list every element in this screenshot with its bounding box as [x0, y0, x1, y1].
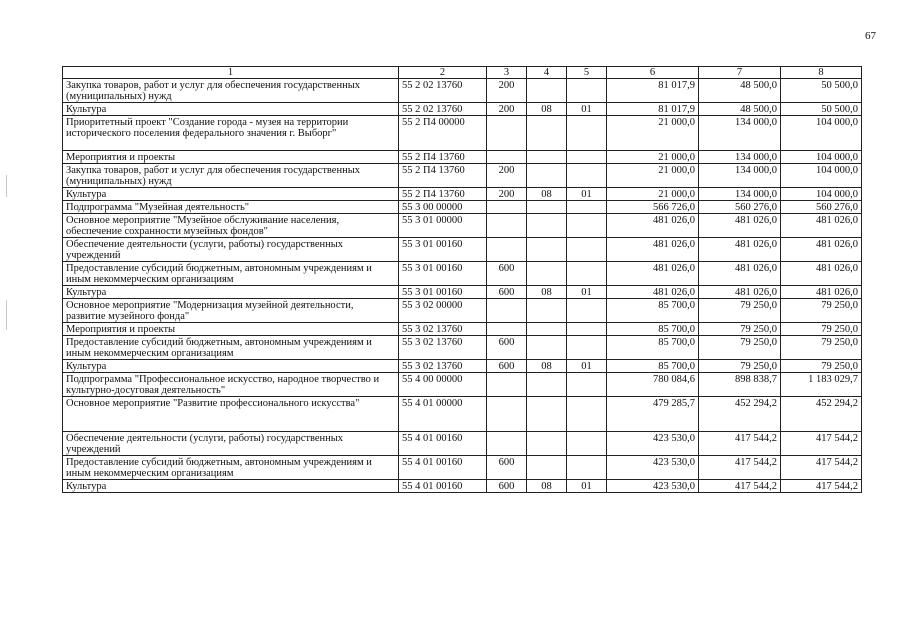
- subsection-cell: [567, 151, 607, 164]
- section-cell: [527, 336, 567, 360]
- section-cell: [527, 299, 567, 323]
- table-row: [63, 103, 862, 116]
- amount-col6-cell: 481 026,0: [607, 286, 699, 299]
- amount-col6-cell: 481 026,0: [607, 262, 699, 286]
- target-article-code-cell: 55 3 01 00160: [399, 238, 487, 262]
- amount-col7-cell: 417 544,2: [699, 480, 781, 493]
- target-article-code-cell: 55 3 02 00000: [399, 299, 487, 323]
- target-article-code-cell: 55 4 01 00160: [399, 480, 487, 493]
- section-cell: [527, 373, 567, 397]
- subsection-cell: [567, 79, 607, 103]
- section-cell: 08: [527, 188, 567, 201]
- expense-type-cell: 200: [487, 79, 527, 103]
- amount-col8-cell: 79 250,0: [781, 323, 862, 336]
- page-number: 67: [865, 30, 876, 42]
- amount-col6-cell: 21 000,0: [607, 164, 699, 188]
- table-row: [63, 201, 862, 214]
- column-header: 4: [527, 67, 567, 79]
- subsection-cell: 01: [567, 188, 607, 201]
- target-article-code-cell: 55 2 П4 13760: [399, 188, 487, 201]
- row-name-cell: Культура: [63, 360, 399, 373]
- section-cell: [527, 201, 567, 214]
- amount-col7-cell: 79 250,0: [699, 299, 781, 323]
- amount-col6-cell: 423 530,0: [607, 456, 699, 480]
- amount-col8-cell: 481 026,0: [781, 286, 862, 299]
- amount-col8-cell: 104 000,0: [781, 151, 862, 164]
- target-article-code-cell: 55 3 02 13760: [399, 336, 487, 360]
- column-header: 2: [399, 67, 487, 79]
- target-article-code-cell: 55 3 00 00000: [399, 201, 487, 214]
- amount-col8-cell: 104 000,0: [781, 116, 862, 151]
- column-header: 3: [487, 67, 527, 79]
- amount-col7-cell: 898 838,7: [699, 373, 781, 397]
- section-cell: 08: [527, 480, 567, 493]
- expense-type-cell: 600: [487, 480, 527, 493]
- table-row: [63, 188, 862, 201]
- expense-type-cell: 200: [487, 103, 527, 116]
- amount-col8-cell: 79 250,0: [781, 360, 862, 373]
- section-cell: 08: [527, 360, 567, 373]
- amount-col6-cell: 479 285,7: [607, 397, 699, 432]
- amount-col6-cell: 780 084,6: [607, 373, 699, 397]
- amount-col8-cell: 1 183 029,7: [781, 373, 862, 397]
- section-cell: [527, 432, 567, 456]
- target-article-code-cell: 55 2 П4 13760: [399, 151, 487, 164]
- amount-col7-cell: 481 026,0: [699, 262, 781, 286]
- amount-col6-cell: 85 700,0: [607, 323, 699, 336]
- amount-col8-cell: 417 544,2: [781, 480, 862, 493]
- expense-type-cell: [487, 432, 527, 456]
- subsection-cell: [567, 201, 607, 214]
- amount-col8-cell: 79 250,0: [781, 336, 862, 360]
- row-name-cell: Обеспечение деятельности (услуги, работы) государственных учреждений: [63, 238, 399, 262]
- expense-type-cell: [487, 373, 527, 397]
- amount-col7-cell: 481 026,0: [699, 214, 781, 238]
- subsection-cell: 01: [567, 103, 607, 116]
- expense-type-cell: 200: [487, 164, 527, 188]
- budget-table: [62, 66, 862, 493]
- amount-col7-cell: 79 250,0: [699, 360, 781, 373]
- target-article-code-cell: 55 4 00 00000: [399, 373, 487, 397]
- amount-col6-cell: 21 000,0: [607, 116, 699, 151]
- amount-col7-cell: 417 544,2: [699, 432, 781, 456]
- expense-type-cell: [487, 323, 527, 336]
- amount-col7-cell: 134 000,0: [699, 116, 781, 151]
- target-article-code-cell: 55 3 02 13760: [399, 323, 487, 336]
- amount-col6-cell: 566 726,0: [607, 201, 699, 214]
- amount-col8-cell: 104 000,0: [781, 188, 862, 201]
- amount-col8-cell: 481 026,0: [781, 262, 862, 286]
- amount-col6-cell: 21 000,0: [607, 151, 699, 164]
- row-name-cell: Предоставление субсидий бюджетным, автономным учреждениям и иным некоммерческим организациям: [63, 262, 399, 286]
- amount-col8-cell: 417 544,2: [781, 432, 862, 456]
- expense-type-cell: 600: [487, 336, 527, 360]
- amount-col6-cell: 21 000,0: [607, 188, 699, 201]
- amount-col6-cell: 81 017,9: [607, 103, 699, 116]
- subsection-cell: [567, 397, 607, 432]
- amount-col8-cell: 50 500,0: [781, 79, 862, 103]
- expense-type-cell: [487, 299, 527, 323]
- section-cell: [527, 397, 567, 432]
- table-row: [63, 164, 862, 188]
- expense-type-cell: [487, 214, 527, 238]
- amount-col8-cell: 481 026,0: [781, 214, 862, 238]
- expense-type-cell: 600: [487, 456, 527, 480]
- row-name-cell: Основное мероприятие "Модернизация музейной деятельности, развитие музейного фонда": [63, 299, 399, 323]
- table-row: [63, 238, 862, 262]
- table-row: [63, 397, 862, 432]
- row-name-cell: Предоставление субсидий бюджетным, автономным учреждениям и иным некоммерческим организациям: [63, 336, 399, 360]
- column-header: 5: [567, 67, 607, 79]
- amount-col8-cell: 50 500,0: [781, 103, 862, 116]
- section-cell: [527, 79, 567, 103]
- row-name-cell: Культура: [63, 188, 399, 201]
- amount-col8-cell: 104 000,0: [781, 164, 862, 188]
- column-header: 8: [781, 67, 862, 79]
- table-row: [63, 79, 862, 103]
- scan-edge-mark: [6, 175, 7, 197]
- amount-col7-cell: 481 026,0: [699, 238, 781, 262]
- target-article-code-cell: 55 4 01 00160: [399, 456, 487, 480]
- table-row: [63, 299, 862, 323]
- column-header: 1: [63, 67, 399, 79]
- target-article-code-cell: 55 2 02 13760: [399, 103, 487, 116]
- table-row: [63, 262, 862, 286]
- expense-type-cell: [487, 397, 527, 432]
- row-name-cell: Подпрограмма "Профессиональное искусство, народное творчество и культурно-досуговая деятельность": [63, 373, 399, 397]
- amount-col7-cell: 417 544,2: [699, 456, 781, 480]
- subsection-cell: [567, 164, 607, 188]
- section-cell: [527, 323, 567, 336]
- subsection-cell: [567, 299, 607, 323]
- section-cell: [527, 262, 567, 286]
- amount-col6-cell: 85 700,0: [607, 336, 699, 360]
- table-header-row: [63, 67, 862, 79]
- amount-col8-cell: 79 250,0: [781, 299, 862, 323]
- target-article-code-cell: 55 3 01 00000: [399, 214, 487, 238]
- target-article-code-cell: 55 3 02 13760: [399, 360, 487, 373]
- row-name-cell: Культура: [63, 480, 399, 493]
- table-row: [63, 116, 862, 151]
- target-article-code-cell: 55 3 01 00160: [399, 286, 487, 299]
- subsection-cell: 01: [567, 360, 607, 373]
- target-article-code-cell: 55 4 01 00160: [399, 432, 487, 456]
- amount-col6-cell: 423 530,0: [607, 432, 699, 456]
- target-article-code-cell: 55 3 01 00160: [399, 262, 487, 286]
- row-name-cell: Культура: [63, 286, 399, 299]
- section-cell: [527, 164, 567, 188]
- amount-col7-cell: 134 000,0: [699, 151, 781, 164]
- expense-type-cell: 200: [487, 188, 527, 201]
- section-cell: [527, 214, 567, 238]
- amount-col6-cell: 81 017,9: [607, 79, 699, 103]
- expense-type-cell: 600: [487, 262, 527, 286]
- table-row: [63, 214, 862, 238]
- subsection-cell: [567, 323, 607, 336]
- row-name-cell: Основное мероприятие "Музейное обслуживание населения, обеспечение сохранности музейных фондов": [63, 214, 399, 238]
- amount-col6-cell: 481 026,0: [607, 214, 699, 238]
- section-cell: [527, 151, 567, 164]
- amount-col7-cell: 48 500,0: [699, 103, 781, 116]
- table-row: [63, 286, 862, 299]
- row-name-cell: Закупка товаров, работ и услуг для обеспечения государственных (муниципальных) нужд: [63, 164, 399, 188]
- table-row: [63, 151, 862, 164]
- table-row: [63, 336, 862, 360]
- row-name-cell: Подпрограмма "Музейная деятельность": [63, 201, 399, 214]
- subsection-cell: [567, 373, 607, 397]
- expense-type-cell: 600: [487, 360, 527, 373]
- amount-col8-cell: 417 544,2: [781, 456, 862, 480]
- row-name-cell: Обеспечение деятельности (услуги, работы) государственных учреждений: [63, 432, 399, 456]
- row-name-cell: Приоритетный проект "Создание города - музея на территории исторического поселения федерального значения г. Выборг": [63, 116, 399, 151]
- section-cell: [527, 238, 567, 262]
- scan-edge-mark: [6, 300, 7, 330]
- row-name-cell: Предоставление субсидий бюджетным, автономным учреждениям и иным некоммерческим организациям: [63, 456, 399, 480]
- section-cell: 08: [527, 286, 567, 299]
- row-name-cell: Культура: [63, 103, 399, 116]
- table-row: [63, 360, 862, 373]
- expense-type-cell: [487, 201, 527, 214]
- section-cell: 08: [527, 103, 567, 116]
- row-name-cell: Мероприятия и проекты: [63, 323, 399, 336]
- target-article-code-cell: 55 2 П4 00000: [399, 116, 487, 151]
- subsection-cell: [567, 336, 607, 360]
- amount-col7-cell: 48 500,0: [699, 79, 781, 103]
- amount-col7-cell: 79 250,0: [699, 323, 781, 336]
- section-cell: [527, 116, 567, 151]
- row-name-cell: Закупка товаров, работ и услуг для обеспечения государственных (муниципальных) нужд: [63, 79, 399, 103]
- row-name-cell: Мероприятия и проекты: [63, 151, 399, 164]
- expense-type-cell: [487, 151, 527, 164]
- row-name-cell: Основное мероприятие "Развитие профессионального искусства": [63, 397, 399, 432]
- column-header: 6: [607, 67, 699, 79]
- subsection-cell: [567, 116, 607, 151]
- amount-col6-cell: 423 530,0: [607, 480, 699, 493]
- subsection-cell: 01: [567, 480, 607, 493]
- target-article-code-cell: 55 2 02 13760: [399, 79, 487, 103]
- expense-type-cell: 600: [487, 286, 527, 299]
- subsection-cell: [567, 432, 607, 456]
- subsection-cell: [567, 238, 607, 262]
- amount-col7-cell: 560 276,0: [699, 201, 781, 214]
- section-cell: [527, 456, 567, 480]
- amount-col6-cell: 481 026,0: [607, 238, 699, 262]
- amount-col6-cell: 85 700,0: [607, 360, 699, 373]
- amount-col8-cell: 481 026,0: [781, 238, 862, 262]
- table-row: [63, 432, 862, 456]
- amount-col7-cell: 452 294,2: [699, 397, 781, 432]
- target-article-code-cell: 55 4 01 00000: [399, 397, 487, 432]
- subsection-cell: 01: [567, 286, 607, 299]
- subsection-cell: [567, 456, 607, 480]
- amount-col8-cell: 560 276,0: [781, 201, 862, 214]
- column-header: 7: [699, 67, 781, 79]
- table-row: [63, 456, 862, 480]
- table-row: [63, 323, 862, 336]
- amount-col8-cell: 452 294,2: [781, 397, 862, 432]
- expense-type-cell: [487, 238, 527, 262]
- amount-col7-cell: 134 000,0: [699, 164, 781, 188]
- amount-col7-cell: 134 000,0: [699, 188, 781, 201]
- amount-col7-cell: 481 026,0: [699, 286, 781, 299]
- expense-type-cell: [487, 116, 527, 151]
- subsection-cell: [567, 262, 607, 286]
- amount-col7-cell: 79 250,0: [699, 336, 781, 360]
- table-row: [63, 480, 862, 493]
- table-row: [63, 373, 862, 397]
- subsection-cell: [567, 214, 607, 238]
- target-article-code-cell: 55 2 П4 13760: [399, 164, 487, 188]
- amount-col6-cell: 85 700,0: [607, 299, 699, 323]
